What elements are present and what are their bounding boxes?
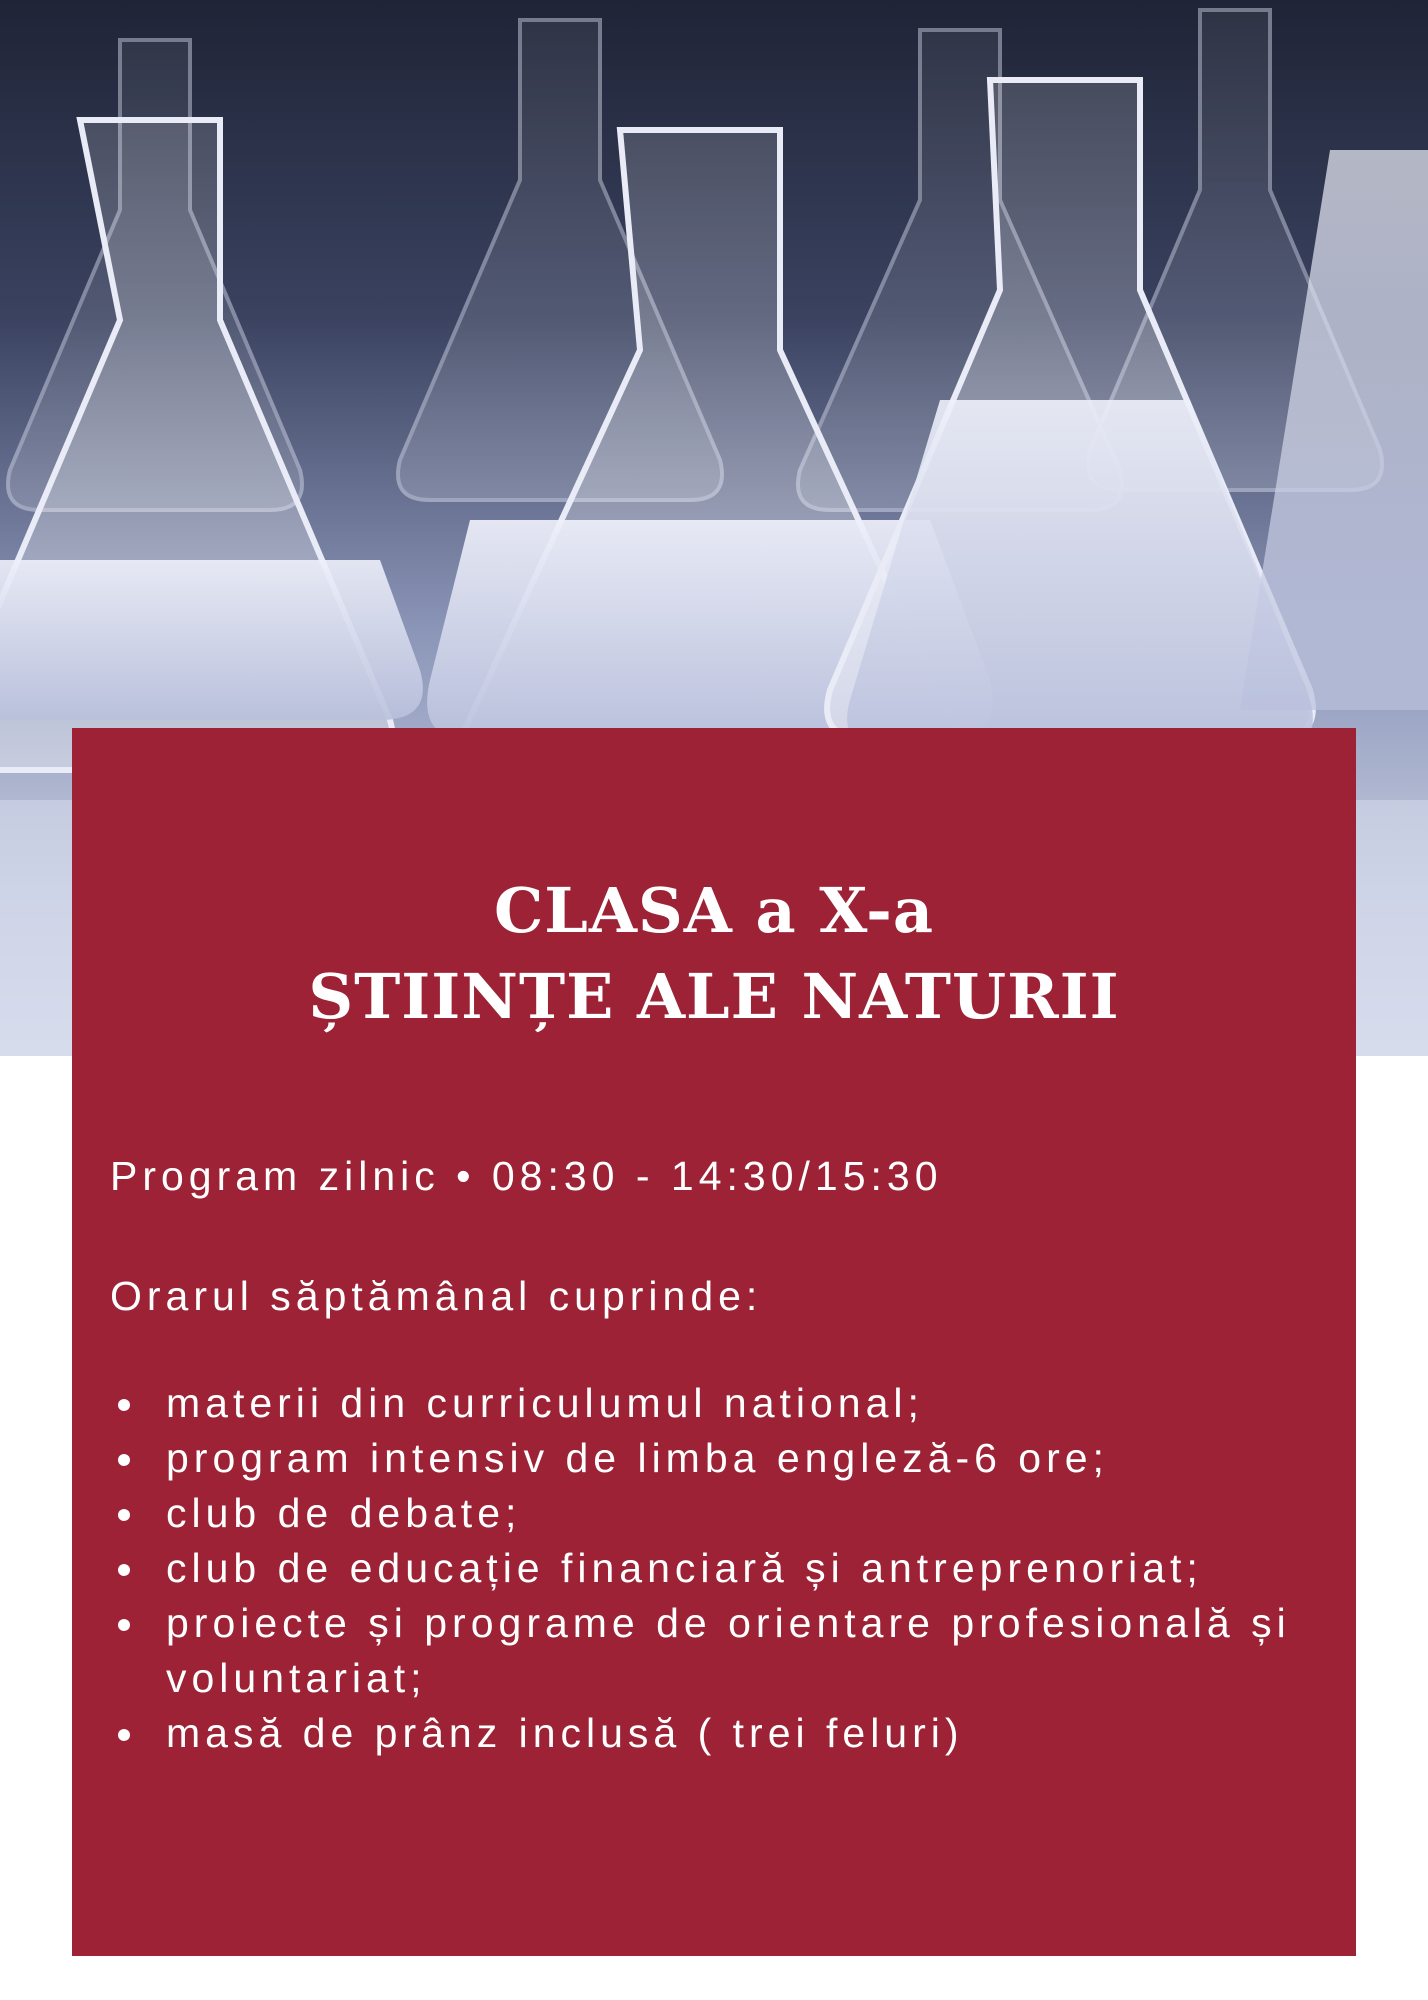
bullet-icon xyxy=(118,1454,130,1466)
list-item xyxy=(110,1541,1350,1596)
info-card xyxy=(72,728,1356,1956)
daily-schedule: Program zilnic • 08:30 - 14:30/15:30 xyxy=(110,1153,943,1199)
list-item xyxy=(110,1596,1350,1706)
program-list xyxy=(110,1376,1350,1761)
weekly-program-intro: Orarul săptămânal cuprinde: xyxy=(110,1273,763,1319)
bullet-icon xyxy=(118,1564,130,1576)
bullet-icon xyxy=(118,1619,130,1631)
list-item xyxy=(110,1486,1350,1541)
bullet-icon xyxy=(118,1399,130,1411)
title-line-class: CLASA a X-a xyxy=(493,874,935,947)
list-item xyxy=(110,1376,1350,1431)
page-title xyxy=(72,868,1356,1040)
list-item-text: club de educație financiară și antreprenoriat; xyxy=(166,1545,1203,1591)
list-item-text: materii din curriculumul national; xyxy=(166,1380,924,1426)
title-line-profile: ȘTIINȚE ALE NATURII xyxy=(308,960,1120,1033)
list-item xyxy=(110,1706,1350,1761)
bullet-icon xyxy=(118,1509,130,1521)
bullet-icon xyxy=(118,1729,130,1741)
list-item-text: program intensiv de limba engleză-6 ore; xyxy=(166,1435,1109,1481)
list-item-text: masă de prânz inclusă ( trei feluri) xyxy=(166,1710,964,1756)
list-item xyxy=(110,1431,1350,1486)
list-item-text: club de debate; xyxy=(166,1490,522,1536)
list-item-text: proiecte și programe de orientare profesională și voluntariat; xyxy=(166,1600,1291,1701)
